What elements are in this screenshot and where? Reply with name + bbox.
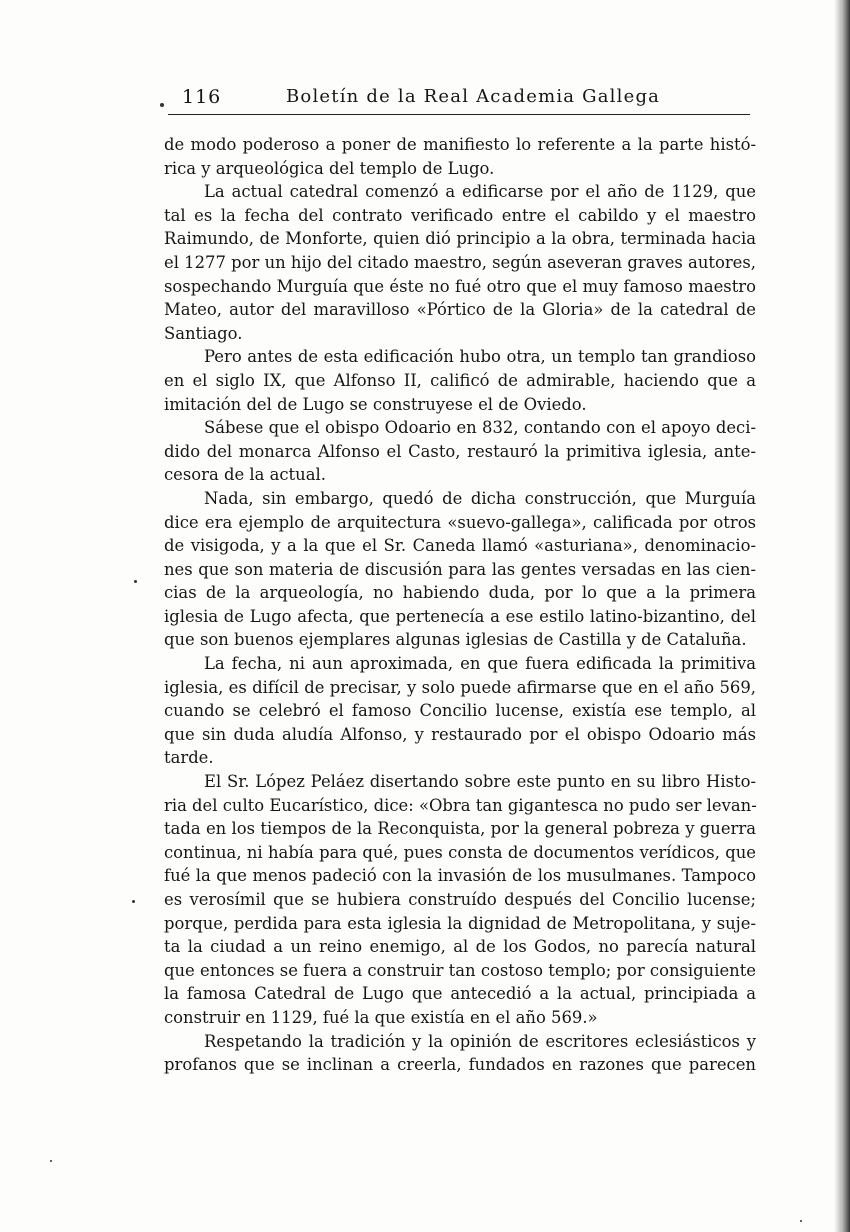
text-line: Mateo, autor del maravilloso «Pórtico de la Gloria» de la catedral de [164, 300, 756, 320]
paragraph [164, 133, 756, 180]
paragraph [164, 416, 756, 487]
page-number: 116 [182, 86, 222, 108]
text-line: tarde. [164, 748, 214, 768]
text-line: en el siglo IX, que Alfonso II, calificó de admirable, haciendo que a [164, 370, 756, 390]
paragraph [164, 770, 756, 1030]
text-line: ria del culto Eucarístico, dice: «Obra tan gigantesca no pudo ser levan- [164, 795, 757, 815]
text-line: la famosa Catedral de Lugo que antecedió a la actual, principiada a [164, 984, 756, 1004]
text-line: Pero antes de esta edificación hubo otra, un templo tan grandioso [204, 347, 756, 367]
text-line: es verosímil que se hubiera construído después del Concilio lucense; [164, 890, 756, 909]
text-line: que sin duda aludía Alfonso, y restaurado por el obispo Odoario más [164, 724, 756, 744]
scan-speck [800, 1220, 802, 1222]
text-line: dice era ejemplo de arquitectura «suevo-gallega», calificada por otros [164, 512, 756, 532]
text-line: sospechando Murguía que éste no fué otro que el muy famoso maestro [164, 276, 756, 296]
page-header [168, 84, 750, 115]
text-line: de modo poderoso a poner de manifiesto lo referente a la parte histó- [164, 135, 756, 154]
text-line: Santiago. [164, 323, 243, 343]
paragraph [164, 1030, 756, 1077]
text-line: el 1277 por un hijo del citado maestro, según aseveran graves autores, [164, 252, 756, 272]
running-title: Boletín de la Real Academia Gallega [286, 86, 661, 107]
text-line: tal es la fecha del contrato verificado entre el cabildo y el maestro [164, 205, 756, 225]
text-line: que son buenos ejemplares algunas iglesias de Castilla y de Cataluña. [164, 630, 747, 650]
text-line: Sábese que el obispo Odoario en 832, contando con el apoyo deci- [204, 418, 756, 438]
text-line: El Sr. López Peláez disertando sobre este punto en su libro Histo- [204, 772, 756, 792]
text-line: Respetando la tradición y la opinión de escritores eclesiásticos y [204, 1031, 756, 1051]
text-line: profanos que se inclinan a creerla, fundados en razones que parecen [164, 1055, 756, 1075]
body-text [164, 133, 756, 1077]
paragraph [164, 652, 756, 770]
text-line: La fecha, ni aun aproximada, en que fuera edificada la primitiva [204, 654, 756, 674]
paragraph [164, 180, 756, 345]
paragraph [164, 345, 756, 416]
text-line: Nada, sin embargo, quedó de dicha construcción, que Murguía [204, 488, 756, 508]
text-line: La actual catedral comenzó a edificarse por el año de 1129, que [204, 182, 756, 202]
text-line: Raimundo, de Monforte, quien dió principio a la obra, terminada hacia [164, 229, 756, 249]
paragraph [164, 487, 756, 652]
text-line: imitación del de Lugo se construyese el de Oviedo. [164, 394, 587, 414]
text-line: cias de la arqueología, no habiendo duda, por lo que a la primera [164, 583, 756, 603]
text-line: cesora de la actual. [164, 465, 326, 485]
scan-speck [160, 103, 164, 107]
text-line: que entonces se fuera a construir tan costoso templo; por consiguiente [164, 960, 756, 980]
scan-speck [134, 580, 137, 583]
text-line: iglesia, es difícil de precisar, y solo puede afirmarse que en el año 569, [164, 677, 756, 697]
text-line: continua, ni había para qué, pues consta de documentos verídicos, que [164, 842, 756, 862]
text-line: ta la ciudad a un reino enemigo, al de los Godos, no parecía natural [164, 937, 756, 957]
text-line: cuando se celebró el famoso Concilio lucense, existía ese templo, al [164, 701, 756, 721]
page-edge-shadow [834, 0, 850, 1232]
scan-speck [132, 900, 135, 903]
text-line: tada en los tiempos de la Reconquista, por la general pobreza y guerra [164, 819, 756, 839]
text-line: rica y arqueológica del templo de Lugo. [164, 158, 495, 178]
text-line: construir en 1129, fué la que existía en el año 569.» [164, 1007, 598, 1027]
scan-speck [50, 1160, 52, 1162]
text-line: de visigoda, y a la que el Sr. Caneda llamó «asturiana», denominacio- [164, 536, 756, 556]
text-line: nes que son materia de discusión para las gentes versadas en las cien- [164, 559, 756, 579]
text-line: fué la que menos padeció con la invasión de los musulmanes. Tampoco [164, 866, 756, 886]
text-line: porque, perdida para esta iglesia la dignidad de Metropolitana, y suje- [164, 913, 756, 933]
text-line: dido del monarca Alfonso el Casto, restauró la primitiva iglesia, ante- [164, 441, 756, 461]
text-line: iglesia de Lugo afecta, que pertenecía a ese estilo latino-bizantino, del [164, 606, 756, 626]
